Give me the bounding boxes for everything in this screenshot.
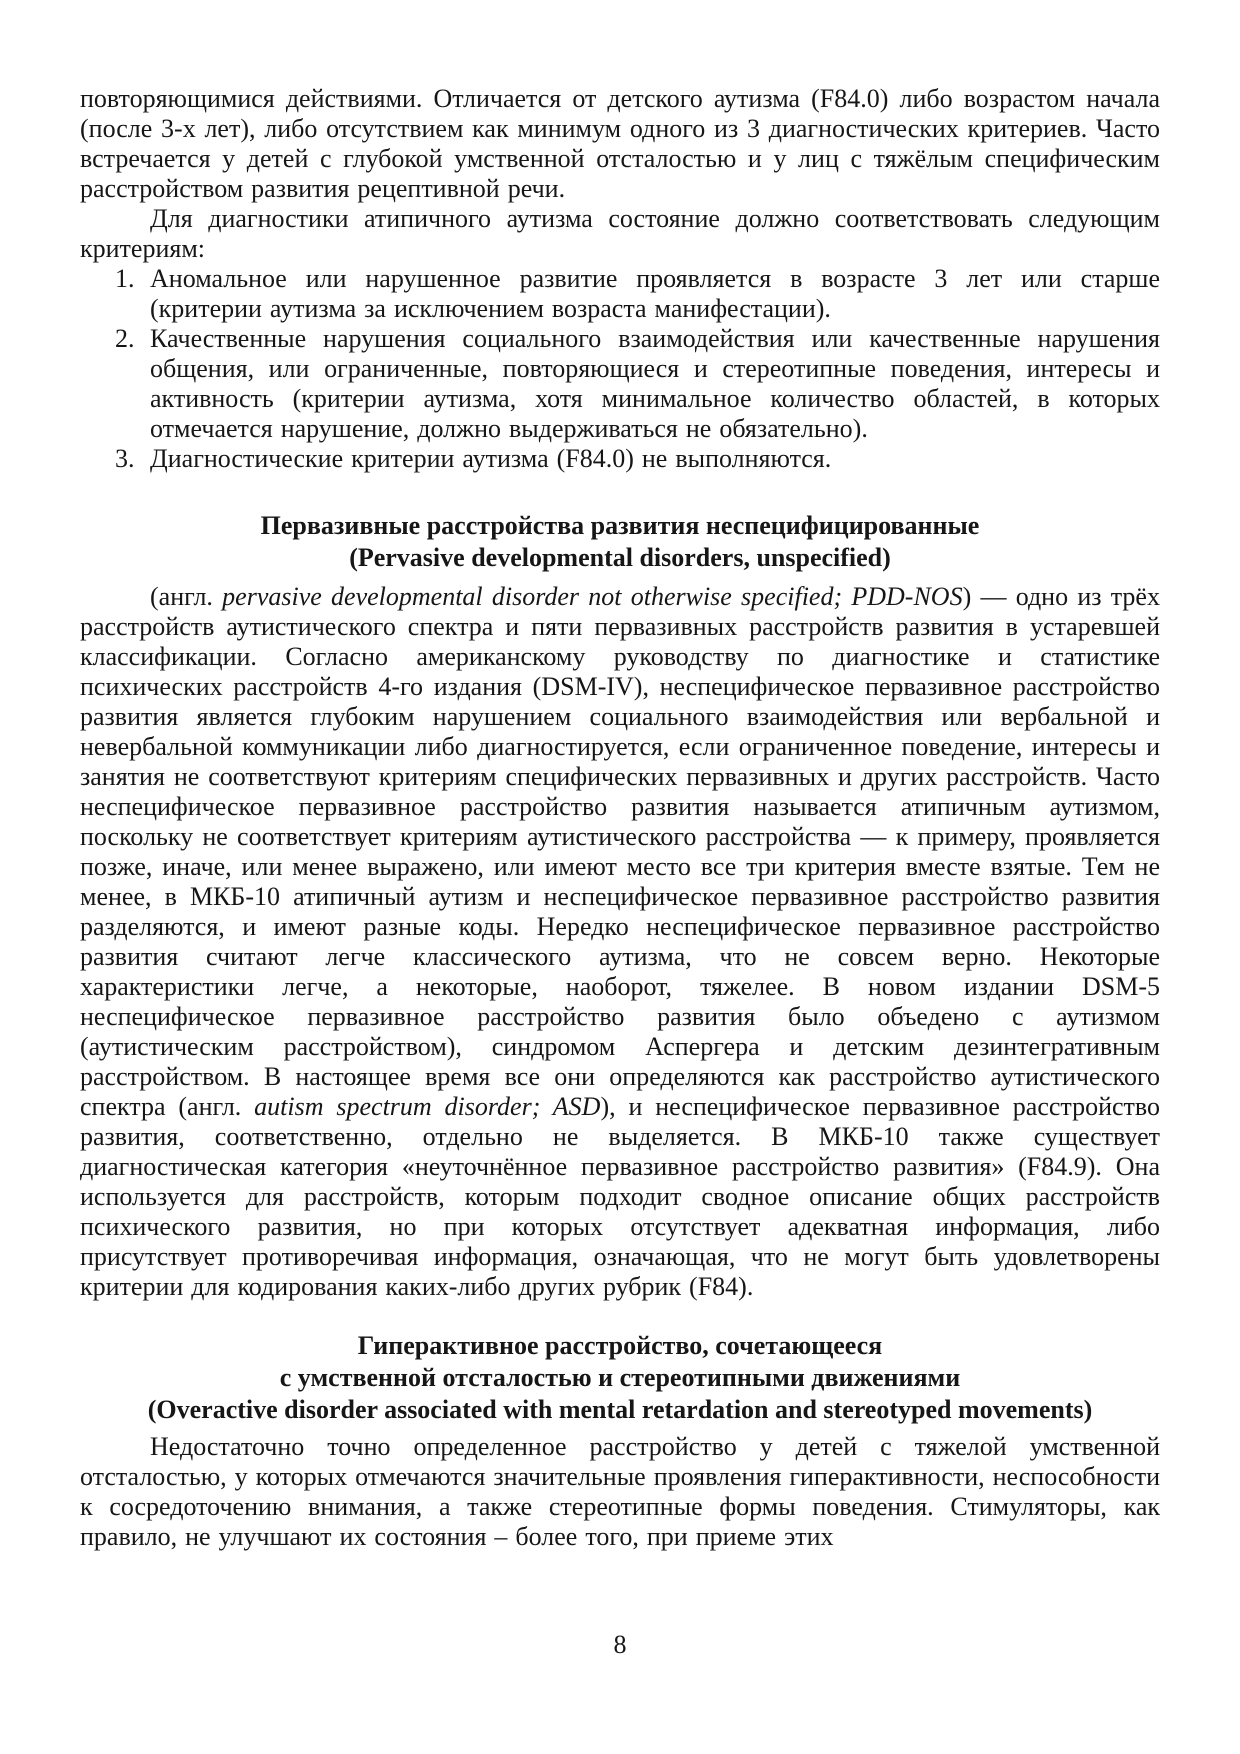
list-item-text: Качественные нарушения социального взаимодействия или качественные нарушения общения, или ограниченные, повторяющиеся и стереотипные поведения, интересы и активность (критерии аутизма, хотя минимальное количество областей, в которых отмечается нарушение, должно выдерживаться не обязательно). <box>150 324 1160 443</box>
paragraph-pdd-nos <box>80 582 1160 1302</box>
text-segment: ), и неспецифическое первазивное расстройство развития, соответственно, отдельно не выделяется. В МКБ-10 также существует диагностическая категория «неуточнённое первазивное расстройство развития» (F84.9). Она используется для расстройств, которым подходит сводное описание общих расстройств психического развития, но при которых отсутствует адекватная информация, либо присутствует противоречивая информация, означающая, что не могут быть удовлетворены критерии для кодирования каких-либо других рубрик (F84). <box>80 1092 1161 1301</box>
list-item-text: Диагностические критерии аутизма (F84.0) не выполняются. <box>150 444 832 473</box>
section-heading-pdd <box>80 510 1160 574</box>
list-item-number: 3. <box>115 444 135 473</box>
heading-line-english: (Pervasive developmental disorders, unspecified) <box>349 543 891 572</box>
section-heading-overactive <box>80 1330 1160 1426</box>
list-item-text: Аномальное или нарушенное развитие проявляется в возрасте 3 лет или старше (критерии аутизма за исключением возраста манифестации). <box>150 264 1160 323</box>
heading-line-english: (Overactive disorder associated with mental retardation and stereotyped movements) <box>147 1395 1093 1424</box>
heading-line-russian: Гиперактивное расстройство, сочетающееся <box>357 1331 883 1360</box>
paragraph-atypical-autism-continuation: повторяющимися действиями. Отличается от детского аутизма (F84.0) либо возрастом начала (после 3-х лет), либо отсутствием как минимум одного из 3 диагностических критериев. Часто встречается у детей с глубокой умственной отсталостью и у лиц с тяжёлым специфическим расстройством развития рецептивной речи. <box>80 84 1160 203</box>
italic-term-asd: autism spectrum disorder; ASD <box>254 1092 601 1121</box>
list-item <box>115 444 1160 474</box>
criteria-list <box>115 264 1160 474</box>
heading-line-russian: с умственной отсталостью и стереотипными движениями <box>279 1363 961 1392</box>
list-item <box>115 264 1160 324</box>
page-content <box>80 84 1160 1552</box>
text-segment: ) — одно из трёх расстройств аутистического спектра и пяти первазивных расстройств развития в устаревшей классификации. Согласно американскому руководству по диагностике и статистике психических расстройств 4-го издания (DSM-IV), неспецифическое первазивное расстройство развития является глубоким нарушением социального взаимодействия или вербальной и невербальной коммуникации либо диагностируется, если ограниченное поведение, интересы и занятия не соответствуют критериям специфических первазивных и других расстройств. Часто неспецифическое первазивное расстройство развития называется атипичным аутизмом, поскольку не соответствует критериям аутистического расстройства — к примеру, проявляется позже, иначе, или менее выражено, или имеют место все три критерия вместе взятые. Тем не менее, в МКБ-10 атипичный аутизм и неспецифическое первазивное расстройство развития разделяются, и имеют разные коды. Нередко неспецифическое первазивное расстройство развития считают легче классического аутизма, что не совсем верно. Некоторые характеристики легче, а некоторые, наоборот, тяжелее. В новом издании DSM-5 неспецифическое первазивное расстройство развития было объедено с аутизмом (аутистическим расстройством), синдромом Аспергера и детским дезинтегративным расстройством. В настоящее время все они определяются как расстройство аутистического спектра (англ. <box>80 582 1160 1121</box>
heading-line-russian: Первазивные расстройства развития неспецифицированные <box>260 511 980 540</box>
italic-term-pdd-nos: pervasive developmental disorder not otherwise specified; PDD-NOS <box>222 582 963 611</box>
paragraph-criteria-lead: Для диагностики атипичного аутизма состояние должно соответствовать следующим критериям: <box>80 204 1160 263</box>
paragraph-overactive: Недостаточно точно определенное расстройство у детей с тяжелой умственной отсталостью, у которых отмечаются значительные проявления гиперактивности, неспособности к сосредоточению внимания, а также стереотипные формы поведения. Стимуляторы, как правило, не улучшают их состояния – более того, при приеме этих <box>80 1432 1160 1551</box>
page-number: 8 <box>613 1630 627 1659</box>
list-item <box>115 324 1160 444</box>
list-item-number: 1. <box>115 264 135 293</box>
list-item-number: 2. <box>115 324 135 353</box>
text-segment: (англ. <box>150 582 223 611</box>
